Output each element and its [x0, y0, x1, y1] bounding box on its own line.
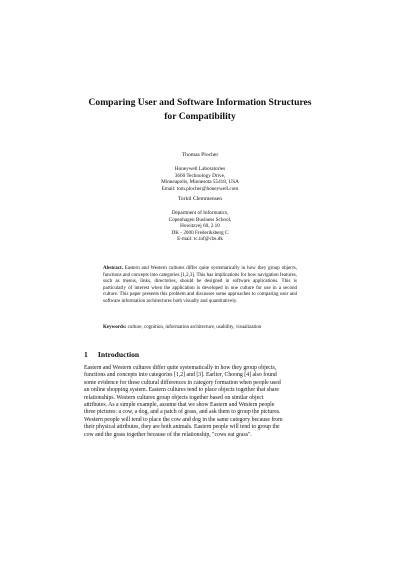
section-heading: [84, 350, 139, 360]
keywords: [103, 325, 297, 332]
author-name: Thomas Plocher: [181, 152, 219, 158]
affiliation-line: Honeywell Laboratories: [174, 166, 226, 172]
body-line: relationships. Western cultures group objects together based on similar object: [84, 394, 264, 401]
section-number: 1: [84, 350, 88, 359]
body-line: Eastern and Western cultures differ quite systematically in how they group objects,: [84, 365, 277, 371]
keywords-label: Keywords:: [103, 325, 127, 330]
body-line: an online shopping system. Eastern cultures tend to place objects together that share: [84, 387, 279, 394]
body-line: cow and the grass together because of the relationship, "cows eat grass".: [84, 431, 252, 438]
affiliation-line: DK - 2000 Frederiksberg C: [171, 229, 229, 236]
body-line: some evidence for these cultural differences in category formation when people used: [84, 379, 281, 386]
body-line: functions and concepts into categories [1,2] and [3]. Earlier, Choong [4] also found: [84, 372, 277, 379]
paper-title: [0, 96, 400, 124]
title-line-1: Comparing User and Software Information Structures: [88, 97, 312, 108]
author-email: Email: tom.plocher@honeywell.com: [161, 185, 239, 192]
author-affiliation: [0, 166, 400, 192]
section-title: Introduction: [97, 350, 140, 359]
body-line: Western people will tend to place the cow and dog in the same category because from: [84, 416, 283, 423]
affiliation-line: Department of Informatics,: [171, 210, 229, 216]
author-affiliation: [0, 210, 400, 243]
affiliation-line: Copenhagen Business School,: [168, 216, 232, 223]
affiliation-line: Howitzvej 60, 2.10: [180, 223, 220, 230]
abstract: [103, 266, 297, 306]
body-line: their physical attributes, they are both animals. Eastern people will tend to group the: [84, 424, 280, 431]
affiliation-line: 3660 Technology Drive,: [174, 172, 226, 179]
body-line: attributes. As a simple example, assume that we show Eastern and Western people: [84, 402, 275, 409]
body-line: three pictures: a cow, a dog, and a patch of grass, and ask them to group the pictures.: [84, 409, 281, 416]
author-email: E-mail: tc.inf@cbs.dk: [177, 236, 223, 243]
abstract-text: Eastern and Western cultures differ quite systematically in how they group objects, functions and concepts into categories [1,2,3]. This has implications for how navigation features, such as menus, links, directories, should be designed in software applications. This is particularly of interest when the application is developed in one culture for use in a second culture. This paper presents this problem and discusses some approaches to comparing user and software information architectures both visually and quantitatively.: [103, 266, 297, 304]
author-name: Torkil Clemmensen: [177, 196, 223, 202]
abstract-label: Abstract.: [103, 266, 123, 271]
affiliation-line: Minneapolis, Minnesota 55418, USA: [161, 179, 239, 186]
keywords-text: culture, cognition, information architecture, usability, visualization: [127, 325, 262, 330]
introduction-body: [84, 365, 317, 439]
title-line-2: for Compatibility: [164, 111, 236, 122]
